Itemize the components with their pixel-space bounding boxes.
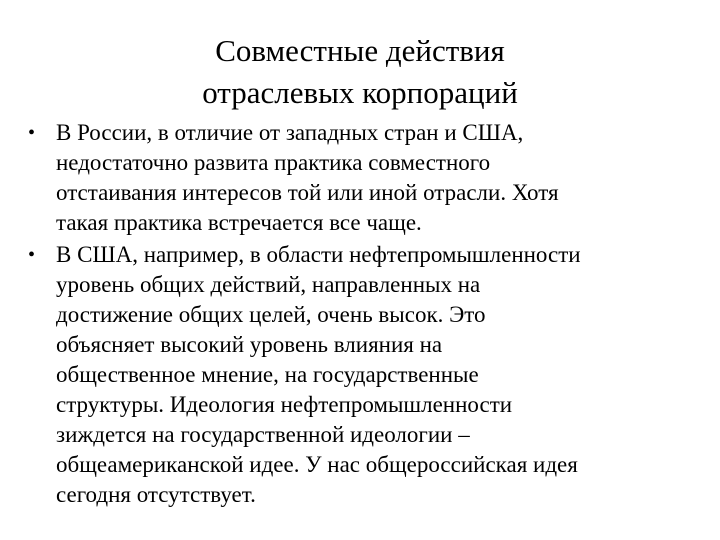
bullet-item bbox=[28, 118, 708, 238]
slide-title bbox=[0, 30, 720, 114]
slide-title-line: Совместные действия bbox=[215, 33, 505, 68]
bullet-text-line: В России, в отличие от западных стран и США, bbox=[56, 120, 524, 145]
slide-title-line: отраслевых корпораций bbox=[202, 75, 518, 110]
bullet-text-line: объясняет высокий уровень влияния на bbox=[56, 332, 443, 357]
bullet-list bbox=[28, 118, 708, 512]
bullet-text-line: отстаивания интересов той или иной отрасли. Хотя bbox=[56, 180, 559, 205]
bullet-icon: • bbox=[28, 122, 36, 144]
bullet-text-line: сегодня отсутствует. bbox=[56, 482, 256, 507]
bullet-item bbox=[28, 240, 708, 510]
bullet-text-line: структуры. Идеология нефтепромышленности bbox=[56, 392, 513, 417]
bullet-text-line: общественное мнение, на государственные bbox=[56, 362, 479, 387]
bullet-text-line: недостаточно развита практика совместного bbox=[56, 150, 491, 175]
bullet-text-line: уровень общих действий, направленных на bbox=[56, 272, 481, 297]
bullet-text-line: В США, например, в области нефтепромышленности bbox=[56, 242, 581, 267]
bullet-text-line: общеамериканской идее. У нас общероссийская идея bbox=[56, 452, 578, 477]
bullet-icon: • bbox=[28, 244, 36, 266]
bullet-text-line: зиждется на государственной идеологии – bbox=[56, 422, 470, 447]
bullet-text-line: достижение общих целей, очень высок. Это bbox=[56, 302, 486, 327]
bullet-text-line: такая практика встречается все чаще. bbox=[56, 210, 422, 235]
